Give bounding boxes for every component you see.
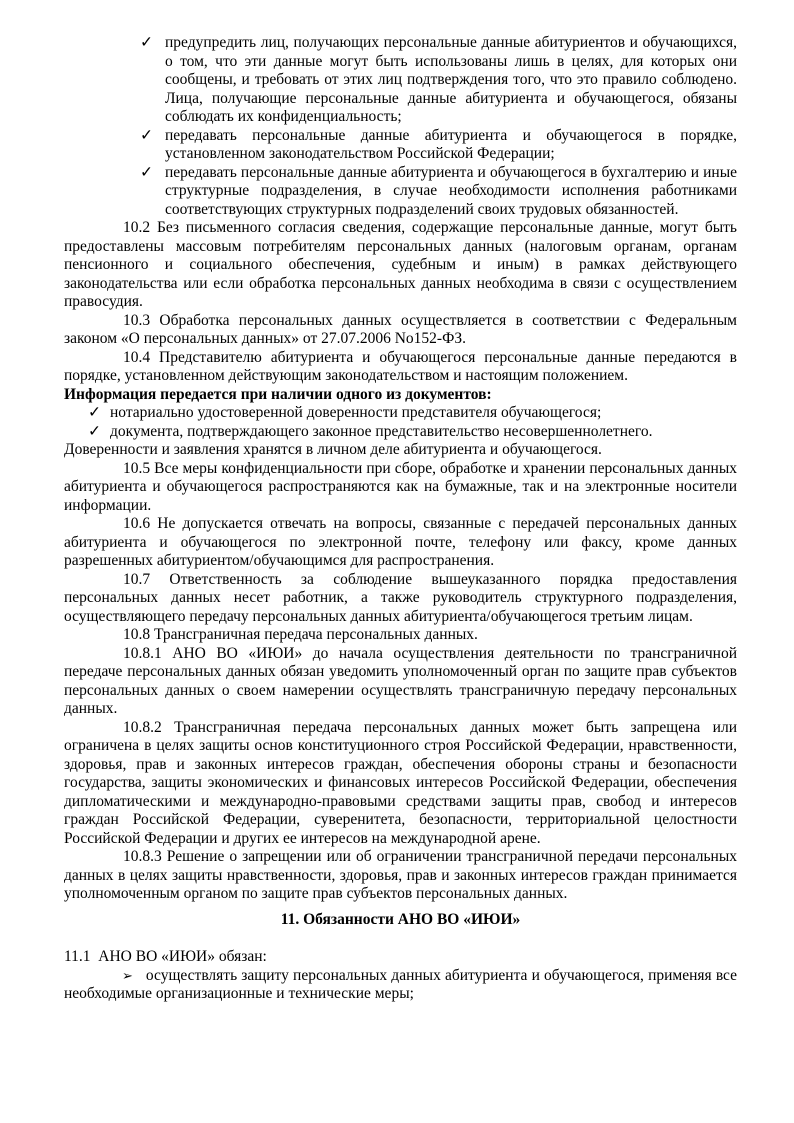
list-item xyxy=(64,404,737,423)
list-item-text: осуществлять защиту персональных данных абитуриента и обучающегося, применяя все необходимые организационные и технические меры; xyxy=(64,966,737,1002)
checkmark-icon: ✓ xyxy=(140,126,153,144)
list-item-text: передавать персональные данные абитуриента и обучающегося в бухгалтерию и иные структурные подразделения, в случае необходимости исполнения работниками соответствующих структурных подразделений своих трудовых обязанностей. xyxy=(165,163,737,218)
paragraph-10-8-2: 10.8.2 Трансграничная передача персональных данных может быть запрещена или ограничена в целях защиты основ конституционного строя Российской Федерации, нравственности, здоровья, прав и законных интересов граждан, обеспечения обороны страны и безопасности государства, защиты экономических и финансовых интересов Российской Федерации, обеспечения дипломатическими и международно-правовыми средствами защиты прав, свобод и интересов граждан Российской Федерации, суверенитета, безопасности, территориальной целостности Российской Федерации и других ее интересов на международной арене. xyxy=(64,718,737,847)
section-11-heading: 11. Обязанности АНО ВО «ИЮИ» xyxy=(280,910,521,928)
paragraph-10-5: 10.5 Все меры конфиденциальности при сборе, обработке и хранении персональных данных абитуриента и обучающегося распространяются как на бумажные, так и на электронные носители информации. xyxy=(64,459,737,514)
paragraph-10-4: 10.4 Представителю абитуриента и обучающегося персональные данные передаются в порядке, установленном действующим законодательством и настоящим положением. xyxy=(64,348,737,384)
checkmark-icon: ✓ xyxy=(88,422,101,440)
list-item xyxy=(64,34,737,127)
checkmark-list-documents xyxy=(64,404,737,441)
list-item-text: документа, подтверждающего законное представительство несовершеннолетнего. xyxy=(110,422,653,440)
arrow-list-item xyxy=(64,967,737,1004)
paragraph-10-8-3: 10.8.3 Решение о запрещении или об ограничении трансграничной передачи персональных данных в целях защиты нравственности, здоровья, прав и законных интересов граждан принимается уполномоченным органом по защите прав субъектов персональных данных. xyxy=(64,848,737,902)
checkmark-icon: ✓ xyxy=(88,404,101,421)
list-item-text: нотариально удостоверенной доверенности представителя обучающегося; xyxy=(110,404,602,421)
list-item-text: предупредить лиц, получающих персональные данные абитуриентов и обучающихся, о том, что эти данные могут быть использованы лишь в целях, для которых они сообщены, и требовать от этих лиц подтверждения того, что это правило соблюдено. Лица, получающие персональные данные абитуриента и обучающегося, обязаны соблюдать их конфиденциальность; xyxy=(165,34,737,125)
arrow-bullet-icon: ➢ xyxy=(122,967,133,983)
bold-note-documents: Информация передается при наличии одного из документов: xyxy=(64,385,492,403)
list-item xyxy=(64,423,737,442)
list-item xyxy=(64,127,737,164)
paragraph-10-3: 10.3 Обработка персональных данных осуществляется в соответствии с Федеральным законом «О персональных данных» от 27.07.2006 No152-ФЗ. xyxy=(64,311,737,347)
checkmark-icon: ✓ xyxy=(140,163,153,181)
checkmark-list-duties xyxy=(64,34,737,219)
list-item xyxy=(64,164,737,220)
checkmark-icon: ✓ xyxy=(140,34,153,51)
paragraph-10-6: 10.6 Не допускается отвечать на вопросы, связанные с передачей персональных данных абитуриента и обучающегося по электронной почте, телефону или факсу, кроме данных разрешенных абитуриентом/обучающимся для распространения. xyxy=(64,515,737,569)
paragraph-storage: Доверенности и заявления хранятся в личном деле абитуриента и обучающегося. xyxy=(64,441,602,458)
paragraph-10-2: 10.2 Без письменного согласия сведения, содержащие персональные данные, могут быть предоставлены массовым потребителям персональных данных (налоговым органам, органам пенсионного и социального обеспечения, судебным и иным) в рамках действующего законодательства или если обработка персональных данных необходима в связи с осуществлением правосудия. xyxy=(64,219,737,310)
paragraph-10-8-1: 10.8.1 АНО ВО «ИЮИ» до начала осуществления деятельности по трансграничной передаче персональных данных обязан уведомить уполномоченный орган по защите прав субъектов персональных данных о своем намерении осуществлять трансграничную передачу персональных данных. xyxy=(64,644,737,717)
paragraph-10-8: 10.8 Трансграничная передача персональных данных. xyxy=(123,626,478,643)
paragraph-11-1: 11.1 АНО ВО «ИЮИ» обязан: xyxy=(64,948,267,965)
list-item-text: передавать персональные данные абитуриента и обучающегося в порядке, установленном законодательством Российской Федерации; xyxy=(165,126,737,162)
paragraph-10-7: 10.7 Ответственность за соблюдение вышеуказанного порядка предоставления персональных данных несет работник, а также руководитель структурного подразделения, осуществляющего передачу персональных данных абитуриента/обучающегося третьим лицам. xyxy=(64,570,737,625)
